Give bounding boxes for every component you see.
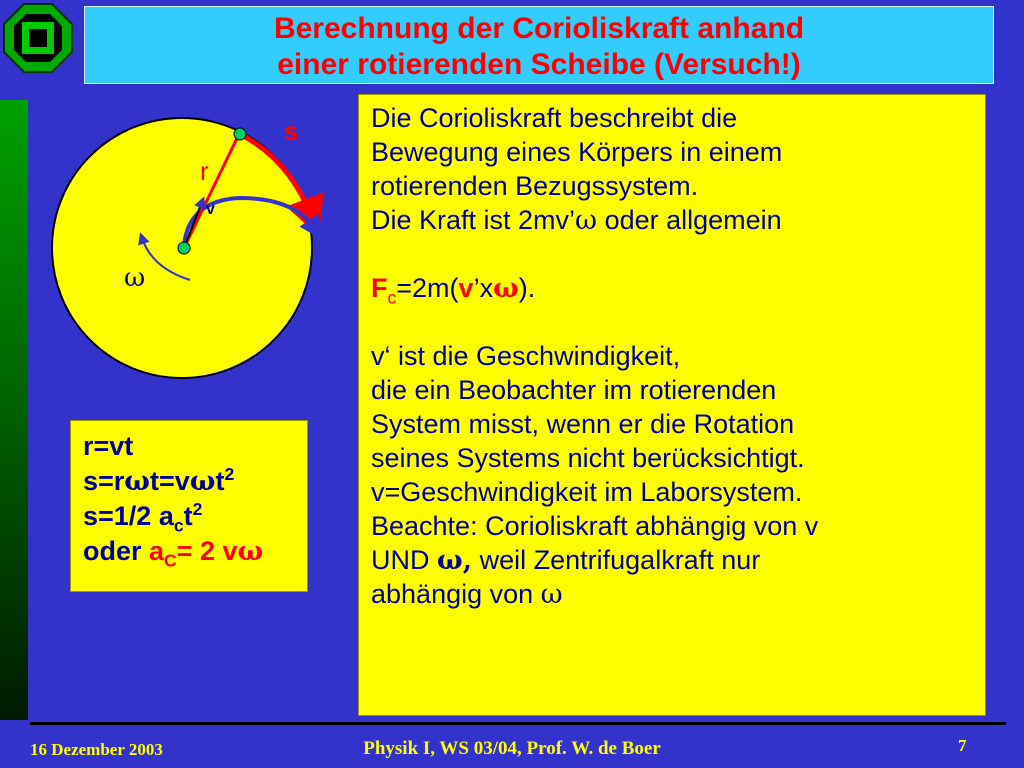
text-line-10: System misst, wenn er die Rotation xyxy=(371,409,795,439)
blank-line xyxy=(371,305,985,339)
text-line-13: Beachte: Corioliskraft abhängig von v xyxy=(371,511,819,541)
side-gradient-bar xyxy=(0,100,28,720)
blank-line xyxy=(371,237,985,271)
page-number: 7 xyxy=(958,736,967,755)
slide-title xyxy=(84,6,994,84)
title-line-1: Berechnung der Corioliskraft anhand xyxy=(273,12,805,45)
university-logo xyxy=(2,2,74,74)
text-line-4: Die Kraft ist 2mv’ω oder allgemein xyxy=(371,205,782,236)
disc-center xyxy=(178,242,190,254)
label-v: v xyxy=(206,201,215,218)
edge-point xyxy=(234,128,246,140)
rotating-disc-diagram xyxy=(40,110,340,390)
text-line-9: die ein Beobachter im rotierenden xyxy=(371,375,777,405)
coriolis-formula: $F_c=2m(v’x\omega)$. xyxy=(371,273,536,308)
equation-3: s=1/2 $a_ct^2$ xyxy=(83,499,203,536)
equations-box xyxy=(70,420,308,592)
text-line-2: Bewegung eines Körpers in einem xyxy=(371,137,783,167)
label-s: s xyxy=(284,116,299,146)
text-line-1: Die Corioliskraft beschreibt die xyxy=(371,103,738,133)
text-line-11: seines Systems nicht berücksichtigt. xyxy=(371,443,805,473)
text-line-14: UND ω, weil Zentrifugalkraft nur xyxy=(371,545,761,576)
equation-4: oder $a_C= 2$ vω xyxy=(83,536,264,571)
equation-1: r=vt xyxy=(83,431,134,461)
footer-divider xyxy=(30,722,1006,725)
equation-2: s=rωt=vωt$^2$ xyxy=(83,464,235,497)
label-r: r xyxy=(200,156,209,186)
footer-date: 16 Dezember 2003 xyxy=(30,740,163,759)
text-line-3: rotierenden Bezugssystem. xyxy=(371,171,699,201)
label-omega: ω xyxy=(124,263,146,293)
explanation-text-box xyxy=(358,94,986,716)
footer-course: Physik I, WS 03/04, Prof. W. de Boer xyxy=(363,738,661,759)
text-line-8: v‘ ist die Geschwindigkeit, xyxy=(371,341,681,371)
text-line-12: v=Geschwindigkeit im Laborsystem. xyxy=(371,477,803,507)
text-line-15: abhängig von ω xyxy=(371,579,563,610)
title-line-2: einer rotierenden Scheibe (Versuch!) xyxy=(277,48,801,81)
